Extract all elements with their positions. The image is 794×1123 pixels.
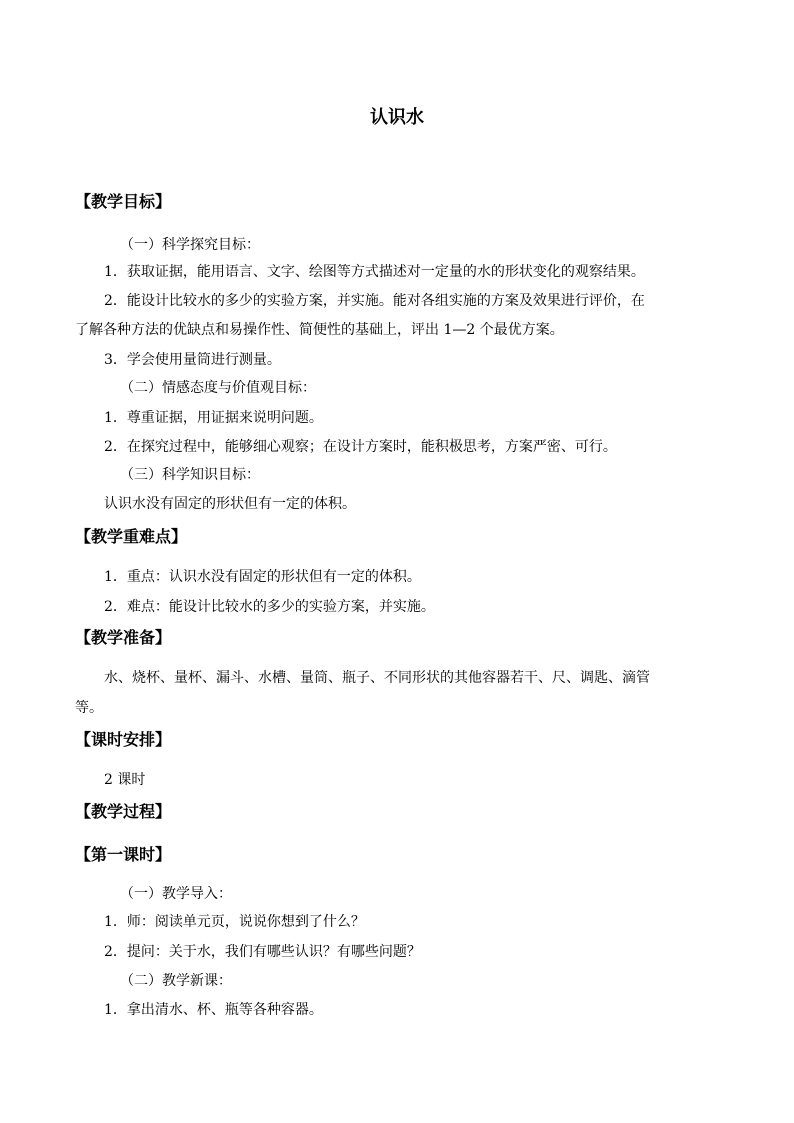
preparation-line: 水、烧杯、量杯、漏斗、水槽、量筒、瓶子、不同形状的其他容器若干、尺、调匙、滴管 [104, 670, 650, 686]
goals-line: 2．在探究过程中，能够细心观察；在设计方案时，能积极思考，方案严密、可行。 [104, 439, 617, 455]
goals-line: 了解各种方法的优缺点和易操作性、简便性的基础上，评出 1—2 个最优方案。 [75, 322, 564, 338]
lesson1-line: （二）教学新课： [120, 973, 232, 989]
schedule-heading: 【课时安排】 [75, 730, 172, 749]
lesson1-line: （一）教学导入： [120, 886, 232, 902]
lesson1-line: 2．提问：关于水，我们有哪些认识？有哪些问题？ [104, 944, 421, 960]
lesson1-line: 1．师：阅读单元页，说说你想到了什么？ [104, 914, 365, 930]
goals-line: （三）科学知识目标： [120, 467, 260, 483]
key-points-line: 2．难点：能设计比较水的多少的实验方案，并实施。 [104, 599, 435, 615]
goals-line: 认识水没有固定的形状但有一定的体积。 [104, 496, 356, 512]
goals-heading: 【教学目标】 [75, 192, 172, 211]
key-points-heading: 【教学重难点】 [75, 527, 188, 546]
goals-line: 3．学会使用量筒进行测量。 [104, 352, 281, 368]
preparation-heading: 【教学准备】 [75, 628, 172, 647]
schedule-line: 2 课时 [104, 772, 146, 788]
goals-line: （一）科学探究目标： [120, 237, 260, 253]
process-heading: 【教学过程】 [75, 802, 172, 821]
page-title: 认识水 [370, 107, 424, 128]
goals-line: 1．获取证据，能用语言、文字、绘图等方式描述对一定量的水的形状变化的观察结果。 [104, 264, 645, 280]
lesson1-heading: 【第一课时】 [75, 845, 172, 864]
lesson1-line: 1．拿出清水、杯、瓶等各种容器。 [104, 1002, 323, 1018]
goals-line: 1．尊重证据，用证据来说明问题。 [104, 410, 323, 426]
preparation-line: 等。 [75, 700, 103, 716]
key-points-line: 1．重点：认识水没有固定的形状但有一定的体积。 [104, 569, 421, 585]
goals-line: （二）情感态度与价值观目标： [120, 380, 316, 396]
goals-line: 2．能设计比较水的多少的实验方案，并实施。能对各组实施的方案及效果进行评价，在 [104, 293, 645, 309]
